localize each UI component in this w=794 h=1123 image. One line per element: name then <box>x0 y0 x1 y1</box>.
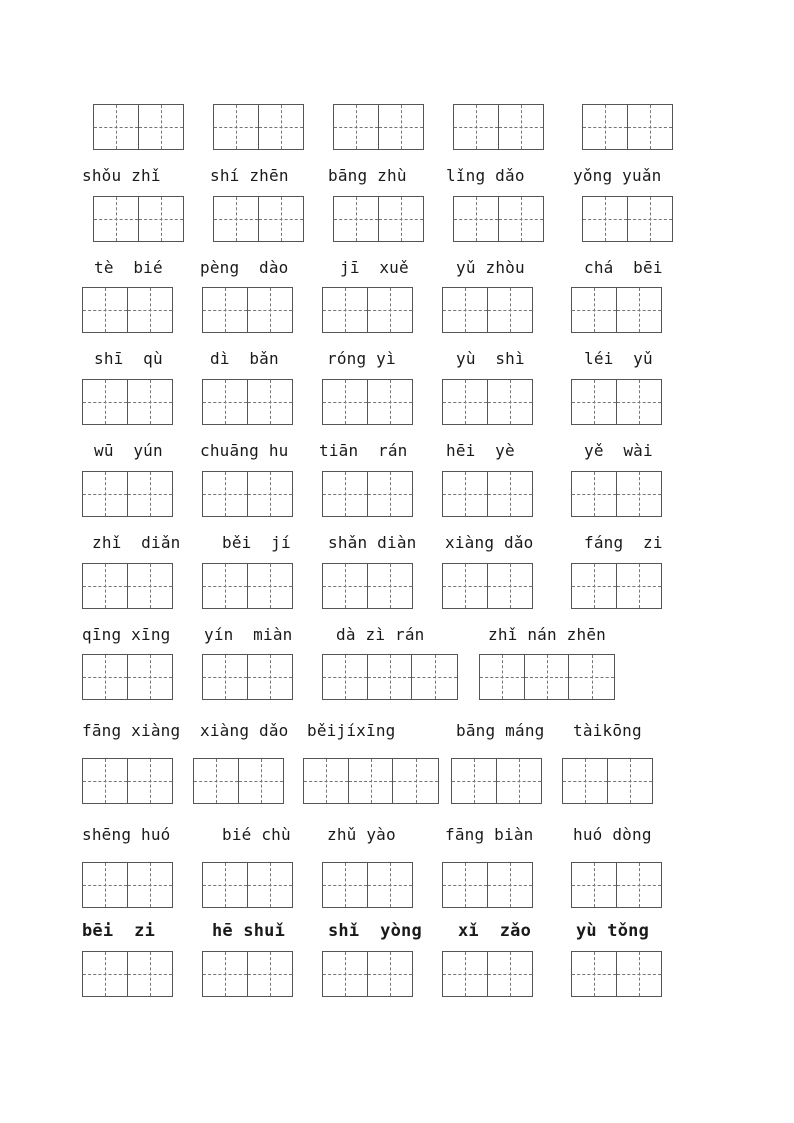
character-cell[interactable] <box>128 952 173 996</box>
character-cell[interactable] <box>259 105 304 149</box>
character-cell[interactable] <box>128 472 173 516</box>
pinyin-word: wū yún <box>94 441 163 460</box>
pinyin-word: shǐ yòng <box>328 921 422 941</box>
character-cell[interactable] <box>617 380 662 424</box>
character-cell[interactable] <box>583 197 628 241</box>
writing-grid[interactable] <box>322 951 413 997</box>
writing-grid[interactable] <box>571 862 662 908</box>
writing-grid[interactable] <box>202 379 293 425</box>
character-cell[interactable] <box>194 759 239 803</box>
pinyin-word: yǔ zhòu <box>456 258 525 277</box>
pinyin-word: tàikōng <box>573 721 642 740</box>
character-cell[interactable] <box>139 197 184 241</box>
pinyin-word: léi yǔ <box>584 349 653 368</box>
writing-grid[interactable] <box>333 104 424 150</box>
writing-grid[interactable] <box>213 104 304 150</box>
pinyin-word: běi jí <box>222 533 291 552</box>
character-cell[interactable] <box>569 655 614 699</box>
character-cell[interactable] <box>563 759 608 803</box>
character-cell[interactable] <box>443 863 488 907</box>
character-cell[interactable] <box>83 564 128 608</box>
writing-grid[interactable] <box>202 287 293 333</box>
character-cell[interactable] <box>617 863 662 907</box>
pinyin-word: xǐ zǎo <box>458 921 532 941</box>
writing-grid[interactable] <box>82 951 173 997</box>
character-cell[interactable] <box>248 288 293 332</box>
character-cell[interactable] <box>452 759 497 803</box>
character-cell[interactable] <box>203 288 248 332</box>
character-cell[interactable] <box>525 655 570 699</box>
pinyin-word: shǎn diàn <box>328 533 417 552</box>
character-cell[interactable] <box>499 105 544 149</box>
writing-grid[interactable] <box>322 287 413 333</box>
character-cell[interactable] <box>83 655 128 699</box>
pinyin-word: fāng xiàng <box>82 721 181 740</box>
character-cell[interactable] <box>203 380 248 424</box>
character-cell[interactable] <box>323 380 368 424</box>
writing-grid[interactable] <box>571 287 662 333</box>
character-cell[interactable] <box>628 105 673 149</box>
writing-grid[interactable] <box>442 287 533 333</box>
character-cell[interactable] <box>443 952 488 996</box>
character-cell[interactable] <box>128 759 173 803</box>
writing-grid[interactable] <box>193 758 284 804</box>
writing-grid[interactable] <box>202 654 293 700</box>
character-cell[interactable] <box>454 105 499 149</box>
character-cell[interactable] <box>323 655 368 699</box>
character-cell[interactable] <box>488 863 533 907</box>
pinyin-word: róng yì <box>327 349 396 368</box>
character-cell[interactable] <box>349 759 394 803</box>
pinyin-word: xiàng dǎo <box>200 721 289 740</box>
writing-grid[interactable] <box>582 104 673 150</box>
character-cell[interactable] <box>139 105 184 149</box>
character-cell[interactable] <box>323 472 368 516</box>
writing-grid[interactable] <box>571 471 662 517</box>
character-cell[interactable] <box>323 564 368 608</box>
character-cell[interactable] <box>248 863 293 907</box>
character-cell[interactable] <box>248 472 293 516</box>
pinyin-word: shī qù <box>94 349 163 368</box>
character-cell[interactable] <box>203 863 248 907</box>
writing-grid[interactable] <box>82 654 173 700</box>
character-cell[interactable] <box>572 952 617 996</box>
character-cell[interactable] <box>393 759 438 803</box>
writing-grid[interactable] <box>322 379 413 425</box>
character-cell[interactable] <box>617 288 662 332</box>
character-cell[interactable] <box>368 288 413 332</box>
character-cell[interactable] <box>480 655 525 699</box>
pinyin-word: bēi zi <box>82 921 156 941</box>
writing-grid[interactable] <box>571 951 662 997</box>
character-cell[interactable] <box>94 197 139 241</box>
pinyin-word: shí zhēn <box>210 166 289 185</box>
pinyin-word: dì bǎn <box>210 349 279 368</box>
pinyin-word: chuāng hu <box>200 441 289 460</box>
pinyin-word: yǒng yuǎn <box>573 166 662 185</box>
pinyin-word: yù shì <box>456 349 525 368</box>
character-cell[interactable] <box>379 197 424 241</box>
writing-grid[interactable] <box>202 563 293 609</box>
writing-grid[interactable] <box>213 196 304 242</box>
character-cell[interactable] <box>443 564 488 608</box>
pinyin-word: zhǐ nán zhēn <box>488 625 606 644</box>
character-cell[interactable] <box>572 564 617 608</box>
pinyin-word: bāng máng <box>456 721 545 740</box>
pinyin-word: hēi yè <box>446 441 515 460</box>
writing-grid[interactable] <box>82 862 173 908</box>
writing-grid[interactable] <box>202 862 293 908</box>
character-cell[interactable] <box>368 655 413 699</box>
writing-grid[interactable] <box>322 471 413 517</box>
character-cell[interactable] <box>83 759 128 803</box>
writing-grid[interactable] <box>82 471 173 517</box>
character-cell[interactable] <box>83 380 128 424</box>
writing-grid[interactable] <box>333 196 424 242</box>
writing-grid[interactable] <box>202 471 293 517</box>
character-cell[interactable] <box>128 655 173 699</box>
character-cell[interactable] <box>323 863 368 907</box>
character-cell[interactable] <box>488 288 533 332</box>
character-cell[interactable] <box>334 197 379 241</box>
character-cell[interactable] <box>572 863 617 907</box>
pinyin-word: zhǔ yào <box>327 825 396 844</box>
character-cell[interactable] <box>248 564 293 608</box>
pinyin-word: lǐng dǎo <box>446 166 525 185</box>
character-cell[interactable] <box>248 952 293 996</box>
writing-grid[interactable] <box>571 379 662 425</box>
character-cell[interactable] <box>488 472 533 516</box>
writing-grid[interactable] <box>562 758 653 804</box>
character-cell[interactable] <box>454 197 499 241</box>
pinyin-word: tiān rán <box>319 441 408 460</box>
character-cell[interactable] <box>304 759 349 803</box>
pinyin-word: hē shuǐ <box>212 921 286 941</box>
writing-grid[interactable] <box>322 862 413 908</box>
character-cell[interactable] <box>488 952 533 996</box>
character-cell[interactable] <box>334 105 379 149</box>
character-cell[interactable] <box>368 380 413 424</box>
pinyin-word: dà zì rán <box>336 625 425 644</box>
character-cell[interactable] <box>94 105 139 149</box>
character-cell[interactable] <box>323 952 368 996</box>
writing-grid[interactable] <box>442 862 533 908</box>
pinyin-word: yě wài <box>584 441 653 460</box>
writing-grid[interactable] <box>322 654 458 700</box>
character-cell[interactable] <box>617 952 662 996</box>
writing-grid[interactable] <box>303 758 439 804</box>
character-cell[interactable] <box>128 288 173 332</box>
character-cell[interactable] <box>128 863 173 907</box>
writing-grid[interactable] <box>82 287 173 333</box>
pinyin-word: jī xuě <box>340 258 409 277</box>
character-cell[interactable] <box>203 472 248 516</box>
character-cell[interactable] <box>203 952 248 996</box>
writing-grid[interactable] <box>93 196 184 242</box>
pinyin-word: chá bēi <box>584 258 663 277</box>
writing-grid[interactable] <box>453 104 544 150</box>
character-cell[interactable] <box>572 472 617 516</box>
pinyin-word: xiàng dǎo <box>445 533 534 552</box>
pinyin-word: fáng zi <box>584 533 663 552</box>
character-cell[interactable] <box>83 472 128 516</box>
writing-grid[interactable] <box>442 563 533 609</box>
writing-grid[interactable] <box>442 951 533 997</box>
writing-grid[interactable] <box>82 758 173 804</box>
pinyin-word: huó dòng <box>573 825 652 844</box>
writing-grid[interactable] <box>479 654 615 700</box>
character-cell[interactable] <box>83 288 128 332</box>
pinyin-word: běijíxīng <box>307 721 396 740</box>
character-cell[interactable] <box>259 197 304 241</box>
writing-grid[interactable] <box>453 196 544 242</box>
character-cell[interactable] <box>248 655 293 699</box>
character-cell[interactable] <box>128 380 173 424</box>
character-cell[interactable] <box>248 380 293 424</box>
character-cell[interactable] <box>214 105 259 149</box>
character-cell[interactable] <box>583 105 628 149</box>
character-cell[interactable] <box>368 952 413 996</box>
character-cell[interactable] <box>497 759 542 803</box>
character-cell[interactable] <box>368 564 413 608</box>
character-cell[interactable] <box>203 564 248 608</box>
character-cell[interactable] <box>617 472 662 516</box>
pinyin-word: zhǐ diǎn <box>92 533 181 552</box>
character-cell[interactable] <box>214 197 259 241</box>
character-cell[interactable] <box>368 472 413 516</box>
character-cell[interactable] <box>412 655 457 699</box>
writing-grid[interactable] <box>322 563 413 609</box>
character-cell[interactable] <box>323 288 368 332</box>
writing-grid[interactable] <box>202 951 293 997</box>
character-cell[interactable] <box>617 564 662 608</box>
writing-grid[interactable] <box>571 563 662 609</box>
character-cell[interactable] <box>499 197 544 241</box>
character-cell[interactable] <box>83 952 128 996</box>
writing-grid[interactable] <box>93 104 184 150</box>
character-cell[interactable] <box>203 655 248 699</box>
writing-grid[interactable] <box>82 563 173 609</box>
pinyin-word: yù tǒng <box>576 921 650 941</box>
writing-grid[interactable] <box>82 379 173 425</box>
character-cell[interactable] <box>628 197 673 241</box>
pinyin-word: pèng dào <box>200 258 289 277</box>
pinyin-word: bié chù <box>222 825 291 844</box>
pinyin-word: yín miàn <box>204 625 293 644</box>
character-cell[interactable] <box>379 105 424 149</box>
character-cell[interactable] <box>608 759 653 803</box>
character-cell[interactable] <box>488 380 533 424</box>
character-cell[interactable] <box>128 564 173 608</box>
pinyin-word: bāng zhù <box>328 166 407 185</box>
character-cell[interactable] <box>443 472 488 516</box>
character-cell[interactable] <box>488 564 533 608</box>
writing-grid[interactable] <box>442 471 533 517</box>
pinyin-word: tè bié <box>94 258 163 277</box>
pinyin-word: shǒu zhǐ <box>82 166 161 185</box>
character-cell[interactable] <box>368 863 413 907</box>
writing-grid[interactable] <box>451 758 542 804</box>
character-cell[interactable] <box>443 380 488 424</box>
writing-grid[interactable] <box>582 196 673 242</box>
pinyin-word: qīng xīng <box>82 625 171 644</box>
character-cell[interactable] <box>572 380 617 424</box>
pinyin-word: shēng huó <box>82 825 171 844</box>
character-cell[interactable] <box>572 288 617 332</box>
character-cell[interactable] <box>443 288 488 332</box>
character-cell[interactable] <box>239 759 284 803</box>
character-cell[interactable] <box>83 863 128 907</box>
pinyin-word: fāng biàn <box>445 825 534 844</box>
writing-grid[interactable] <box>442 379 533 425</box>
